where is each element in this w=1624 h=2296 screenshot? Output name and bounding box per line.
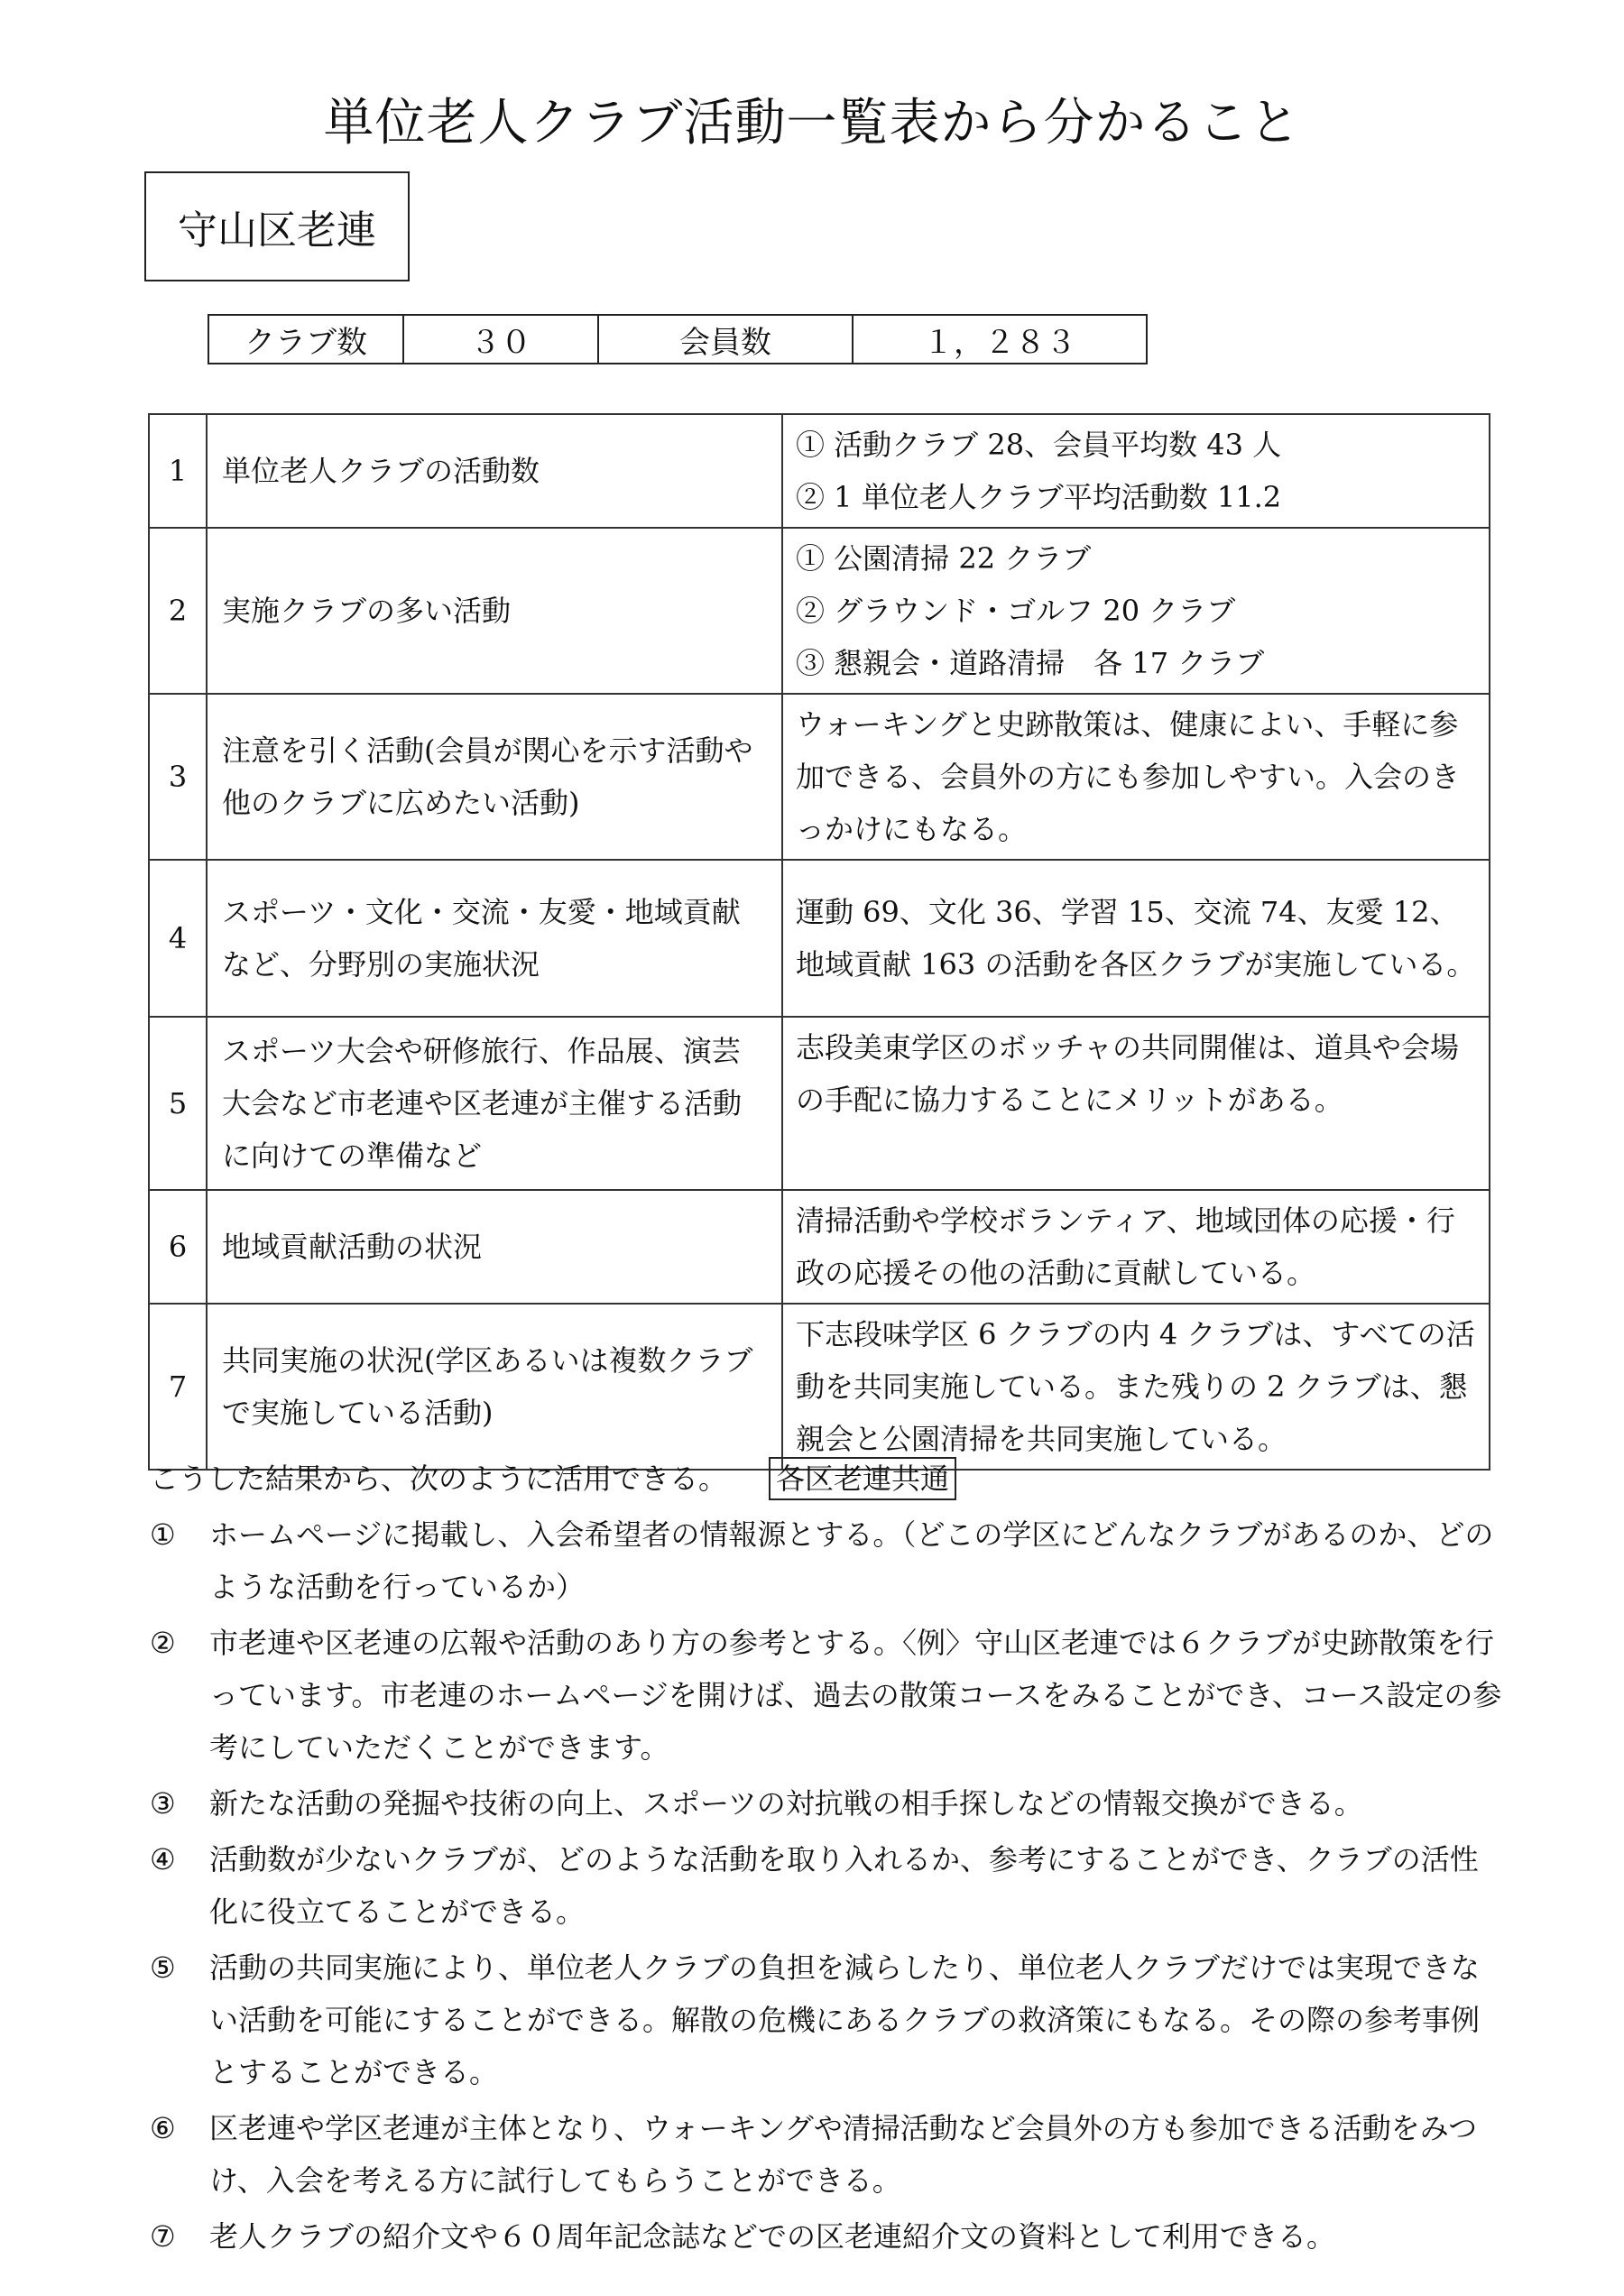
row-number: 3 xyxy=(149,694,207,860)
table-row xyxy=(149,860,1490,1017)
item-marker: ③ xyxy=(150,1786,176,1821)
row-detail xyxy=(782,694,1490,860)
list-item xyxy=(150,1777,1503,1830)
item-marker: ⑤ xyxy=(150,1950,176,1985)
table-row xyxy=(149,1190,1490,1304)
detail-text: ウォーキングと史跡散策は、健康によい、手軽に参加できる、会員外の方にも参加しやすい。入会のきっかけにもなる。 xyxy=(796,707,1461,846)
summary-intro: こうした結果から、次のように活用できる。 xyxy=(150,1462,728,1496)
row-topic: 実施クラブの多い活動 xyxy=(207,528,782,694)
row-topic: 共同実施の状況(学区あるいは複数クラブで実施している活動) xyxy=(207,1304,782,1470)
row-detail xyxy=(782,1190,1490,1304)
row-detail xyxy=(782,1304,1490,1470)
detail-line: ② 1 単位老人クラブ平均活動数 11.2 xyxy=(796,480,1282,514)
list-item xyxy=(150,1833,1503,1938)
detail-text: 清掃活動や学校ボランティア、地域団体の応援・行政の応援その他の活動に貢献している。 xyxy=(796,1203,1455,1290)
row-number: 1 xyxy=(149,414,207,528)
item-text: 老人クラブの紹介文や６０周年記念誌などでの区老連紹介文の資料として利用できる。 xyxy=(209,2219,1336,2254)
item-text: 新たな活動の発掘や技術の向上、スポーツの対抗戦の相手探しなどの情報交換ができる。 xyxy=(209,1786,1363,1821)
club-count-label: クラブ数 xyxy=(208,315,403,364)
list-item xyxy=(150,1508,1503,1613)
table-row xyxy=(149,1017,1490,1190)
row-number: 5 xyxy=(149,1017,207,1190)
detail-line: ③ 懇親会・道路清掃 各 17 クラブ xyxy=(796,646,1265,680)
row-topic: 地域貢献活動の状況 xyxy=(207,1190,782,1304)
item-text: ホームページに掲載し、入会希望者の情報源とする。（どこの学区にどんなクラブがあるのか、どのような活動を行っているか） xyxy=(209,1517,1494,1604)
list-item xyxy=(150,1941,1503,2098)
row-number: 7 xyxy=(149,1304,207,1470)
table-row xyxy=(149,414,1490,528)
row-number: 6 xyxy=(149,1190,207,1304)
club-count-value: ３０ xyxy=(403,315,598,364)
row-detail xyxy=(782,860,1490,1017)
item-marker: ⑦ xyxy=(150,2219,176,2254)
summary-intro-line xyxy=(150,1452,1503,1505)
list-item xyxy=(150,1617,1503,1774)
row-detail xyxy=(782,1017,1490,1190)
item-text: 区老連や学区老連が主体となり、ウォーキングや清掃活動など会員外の方も参加できる活動をみつけ、入会を考える方に試行してもらうことができる。 xyxy=(209,2111,1478,2198)
item-text: 活動数が少ないクラブが、どのような活動を取り入れるか、参考にすることができ、クラブの活性化に役立てることができる。 xyxy=(209,1842,1479,1929)
item-marker: ⑥ xyxy=(150,2111,176,2145)
item-text: 市老連や区老連の広報や活動のあり方の参考とする。〈例〉守山区老連では６クラブが史跡散策を行っています。市老連のホームページを開けば、過去の散策コースをみることができ、コース設定の参考にしていただくことができます。 xyxy=(209,1626,1502,1765)
item-marker: ② xyxy=(150,1626,176,1660)
detail-line: ① 公園清掃 22 クラブ xyxy=(796,541,1092,576)
organization-box xyxy=(144,171,410,281)
detail-text: 志段美東学区のボッチャの共同開催は、道具や会場の手配に協力することにメリットがある。 xyxy=(796,1030,1460,1117)
detail-line: ② グラウンド・ゴルフ 20 クラブ xyxy=(796,594,1236,628)
organization-name: 守山区老連 xyxy=(178,207,376,254)
row-topic: スポーツ大会や研修旅行、作品展、演芸大会など市老連や区老連が主催する活動に向けての準備など xyxy=(207,1017,782,1190)
item-text: 活動の共同実施により、単位老人クラブの負担を減らしたり、単位老人クラブだけでは実現できない活動を可能にすることができる。解散の危機にあるクラブの救済策にもなる。その際の参考事例とすることができる。 xyxy=(209,1950,1481,2089)
row-topic: 注意を引く活動(会員が関心を示す活動や他のクラブに広めたい活動) xyxy=(207,694,782,860)
detail-text: 下志段味学区 6 クラブの内 4 クラブは、すべての活動を共同実施している。また残りの 2 クラブは、懇親会と公園清掃を共同実施している。 xyxy=(796,1317,1475,1456)
page-title: 単位老人クラブ活動一覧表から分かること xyxy=(323,94,1301,152)
table-row xyxy=(149,694,1490,860)
summary-section xyxy=(150,1452,1503,2263)
row-topic: スポーツ・文化・交流・友愛・地域貢献など、分野別の実施状況 xyxy=(207,860,782,1017)
row-number: 4 xyxy=(149,860,207,1017)
list-item xyxy=(150,2210,1503,2263)
member-count-label: 会員数 xyxy=(598,315,853,364)
member-count-value: １，２８３ xyxy=(853,315,1147,364)
list-item xyxy=(150,2102,1503,2207)
common-tag-box: 各区老連共通 xyxy=(769,1457,956,1500)
row-detail xyxy=(782,414,1490,528)
item-marker: ④ xyxy=(150,1842,176,1876)
table-row xyxy=(149,1304,1490,1470)
detail-line: ① 活動クラブ 28、会員平均数 43 人 xyxy=(796,428,1282,462)
row-number: 2 xyxy=(149,528,207,694)
stats-table xyxy=(208,314,1148,364)
row-detail xyxy=(782,528,1490,694)
table-row xyxy=(149,528,1490,694)
findings-table xyxy=(148,413,1490,1471)
item-marker: ① xyxy=(150,1517,176,1552)
detail-text: 運動 69、文化 36、学習 15、交流 74、友愛 12、地域貢献 163 の活動を各区クラブが実施している。 xyxy=(796,895,1476,982)
row-topic: 単位老人クラブの活動数 xyxy=(207,414,782,528)
